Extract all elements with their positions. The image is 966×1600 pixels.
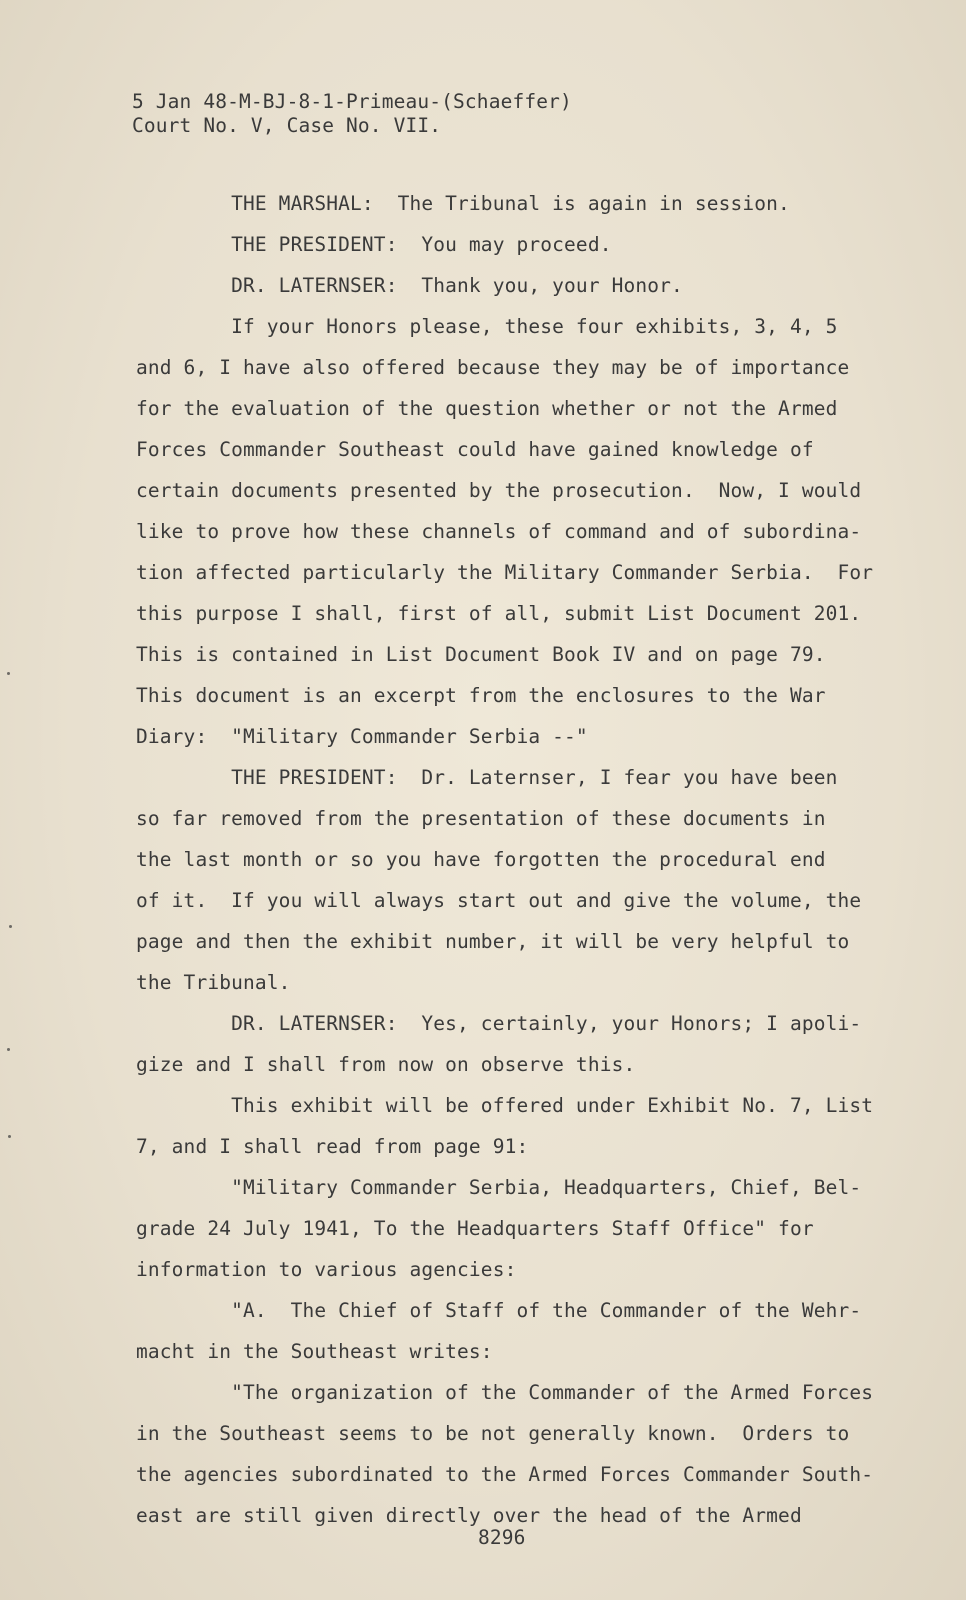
text-line: THE PRESIDENT: You may proceed.	[136, 233, 612, 256]
text-line: "The organization of the Commander of the Armed Forces	[136, 1381, 874, 1404]
page-number: 8296	[478, 1526, 526, 1549]
text-line: for the evaluation of the question whether or not the Armed	[136, 397, 838, 420]
text-line: DR. LATERNSER: Thank you, your Honor.	[136, 274, 683, 297]
paper-speck	[7, 672, 10, 675]
text-line: and 6, I have also offered because they may be of importance	[136, 356, 850, 379]
text-line: certain documents presented by the prosecution. Now, I would	[136, 479, 862, 502]
text-line: like to prove how these channels of command and of subordina-	[136, 520, 862, 543]
text-line: of it. If you will always start out and give the volume, the	[136, 889, 862, 912]
text-line: THE PRESIDENT: Dr. Laternser, I fear you have been	[136, 766, 838, 789]
text-line: tion affected particularly the Military Commander Serbia. For	[136, 561, 874, 584]
text-line: Forces Commander Southeast could have gained knowledge of	[136, 438, 814, 461]
text-line: east are still given directly over the head of the Armed	[136, 1504, 802, 1527]
document-header	[132, 90, 572, 138]
text-line: Diary: "Military Commander Serbia --"	[136, 725, 588, 748]
text-line: This exhibit will be offered under Exhibit No. 7, List	[136, 1094, 874, 1117]
text-line: This is contained in List Document Book IV and on page 79.	[136, 643, 826, 666]
text-line: information to various agencies:	[136, 1258, 517, 1281]
header-line-1: 5 Jan 48-M-BJ-8-1-Primeau-(Schaeffer)	[132, 90, 572, 113]
text-line: THE MARSHAL: The Tribunal is again in session.	[136, 192, 790, 215]
text-line: "A. The Chief of Staff of the Commander of the Wehr-	[136, 1299, 862, 1322]
text-line: the agencies subordinated to the Armed Forces Commander South-	[136, 1463, 874, 1486]
paper-speck	[8, 1135, 11, 1138]
text-line: DR. LATERNSER: Yes, certainly, your Honors; I apoli-	[136, 1012, 862, 1035]
text-line: gize and I shall from now on observe this.	[136, 1053, 636, 1076]
text-line: page and then the exhibit number, it will be very helpful to	[136, 930, 850, 953]
text-line: This document is an excerpt from the enclosures to the War	[136, 684, 826, 707]
header-line-2: Court No. V, Case No. VII.	[132, 114, 442, 137]
text-line: in the Southeast seems to be not generally known. Orders to	[136, 1422, 850, 1445]
text-line: grade 24 July 1941, To the Headquarters Staff Office" for	[136, 1217, 814, 1240]
text-line: so far removed from the presentation of these documents in	[136, 807, 826, 830]
text-line: macht in the Southeast writes:	[136, 1340, 493, 1363]
text-line: "Military Commander Serbia, Headquarters, Chief, Bel-	[136, 1176, 862, 1199]
paper-speck	[7, 1048, 10, 1051]
text-line: the last month or so you have forgotten the procedural end	[136, 848, 826, 871]
text-line: this purpose I shall, first of all, submit List Document 201.	[136, 602, 862, 625]
text-line: If your Honors please, these four exhibits, 3, 4, 5	[136, 315, 838, 338]
transcript-body	[136, 192, 916, 1545]
text-line: 7, and I shall read from page 91:	[136, 1135, 529, 1158]
text-line: the Tribunal.	[136, 971, 291, 994]
paper-speck	[9, 925, 12, 928]
